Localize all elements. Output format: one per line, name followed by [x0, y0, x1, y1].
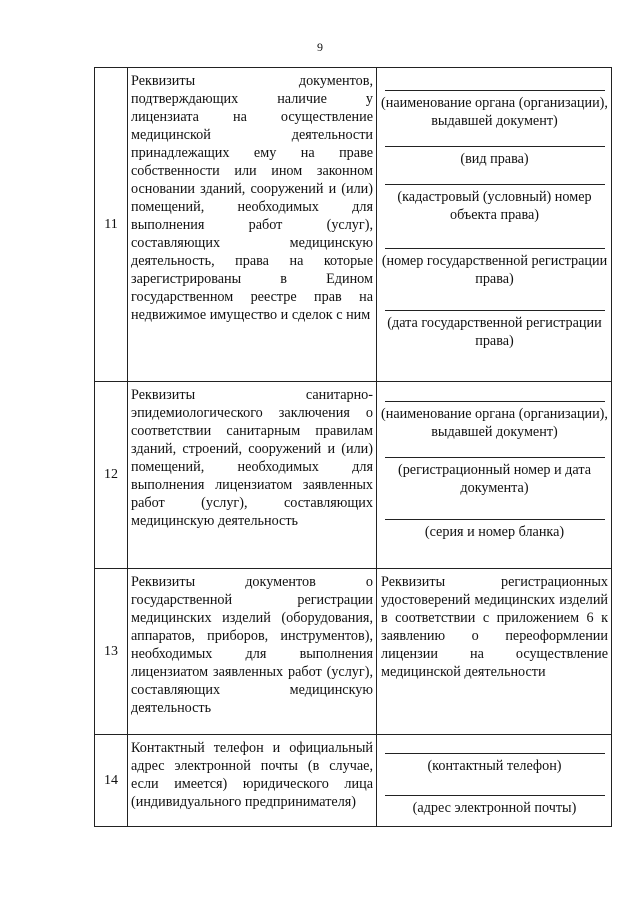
- field-caption: (кадастровый (условный) номер объекта права): [397, 189, 592, 223]
- fill-field[interactable]: [381, 168, 608, 224]
- fill-field[interactable]: [381, 775, 608, 817]
- fill-field[interactable]: [381, 735, 608, 775]
- field-caption: (наименование органа (организации), выдавшей документ): [381, 95, 608, 129]
- fill-line: [385, 795, 605, 796]
- description-text: Реквизиты документов о государственной регистрации медицинских изделий (оборудования, аппаратов, приборов, инструментов), необходимых для выполнения лицензиатом заявленных работ (услуг), составляющих медицинскую деятельность: [131, 574, 373, 716]
- fill-field[interactable]: [381, 288, 608, 350]
- row-description: [128, 735, 377, 827]
- table-row: [95, 68, 612, 382]
- fill-line: [385, 248, 605, 249]
- row-number: 12: [95, 382, 128, 569]
- row-number: 11: [95, 68, 128, 382]
- page-number: 9: [317, 40, 323, 54]
- note-cell: [377, 569, 612, 735]
- field-caption: (вид права): [460, 151, 529, 167]
- row-description: [128, 68, 377, 382]
- fill-line: [385, 310, 605, 311]
- fill-field[interactable]: [381, 68, 608, 130]
- fill-line: [385, 753, 605, 754]
- field-caption: (дата государственной регистрации права): [387, 315, 602, 349]
- field-caption: (регистрационный номер и дата документа): [397, 462, 591, 496]
- fill-line: [385, 184, 605, 185]
- fill-in-fields: [377, 735, 612, 827]
- field-caption: (серия и номер бланка): [424, 524, 565, 540]
- field-caption: (номер государственной регистрации права): [381, 253, 608, 287]
- license-requisites-table: [94, 67, 612, 827]
- fill-field[interactable]: [381, 497, 608, 541]
- row-number: 13: [95, 569, 128, 735]
- fill-line: [385, 457, 605, 458]
- field-caption: (наименование органа (организации), выдавшей документ): [381, 406, 608, 440]
- table-row: [95, 735, 612, 827]
- fill-field[interactable]: [381, 130, 608, 168]
- row-description: [128, 382, 377, 569]
- fill-in-fields: [377, 382, 612, 569]
- field-caption: (контактный телефон): [427, 758, 562, 774]
- description-text: Контактный телефон и официальный адрес электронной почты (в случае, если имеется) юридического лица (индивидуального предпринимателя): [131, 740, 373, 810]
- fill-field[interactable]: [381, 224, 608, 288]
- fill-line: [385, 401, 605, 402]
- fill-field[interactable]: [381, 382, 608, 441]
- row-number: 14: [95, 735, 128, 827]
- fill-in-fields: [377, 68, 612, 382]
- table-row: [95, 382, 612, 569]
- field-caption: (адрес электронной почты): [412, 800, 577, 816]
- table-row: [95, 569, 612, 735]
- fill-line: [385, 90, 605, 91]
- fill-line: [385, 146, 605, 147]
- description-text: Реквизиты санитарно-эпидемиологического заключения о соответствии санитарным правилам зданий, строений, сооружений и (или) помещений, необходимых для выполнения лицензиатом заявленных работ (услуг), составляющих медицинскую деятельность: [131, 387, 373, 529]
- registration-note: Реквизиты регистрационных удостоверений медицинских изделий в соответствии с приложением 6 к заявлению о переоформлении лицензии на осуществление медицинской деятельности: [381, 574, 608, 680]
- description-text: Реквизиты документов, подтверждающих наличие у лицензиата на осуществление медицинской деятельности принадлежащих ему на праве собственности или ином законном основании зданий, сооружений и (или) помещений, необходимых для выполнения работ (услуг), составляющих медицинскую деятельность, права на которые зарегистрированы в Едином государственном реестре прав на недвижимое имущество и сделок с ним: [131, 73, 373, 323]
- row-description: [128, 569, 377, 735]
- fill-line: [385, 519, 605, 520]
- fill-field[interactable]: [381, 441, 608, 497]
